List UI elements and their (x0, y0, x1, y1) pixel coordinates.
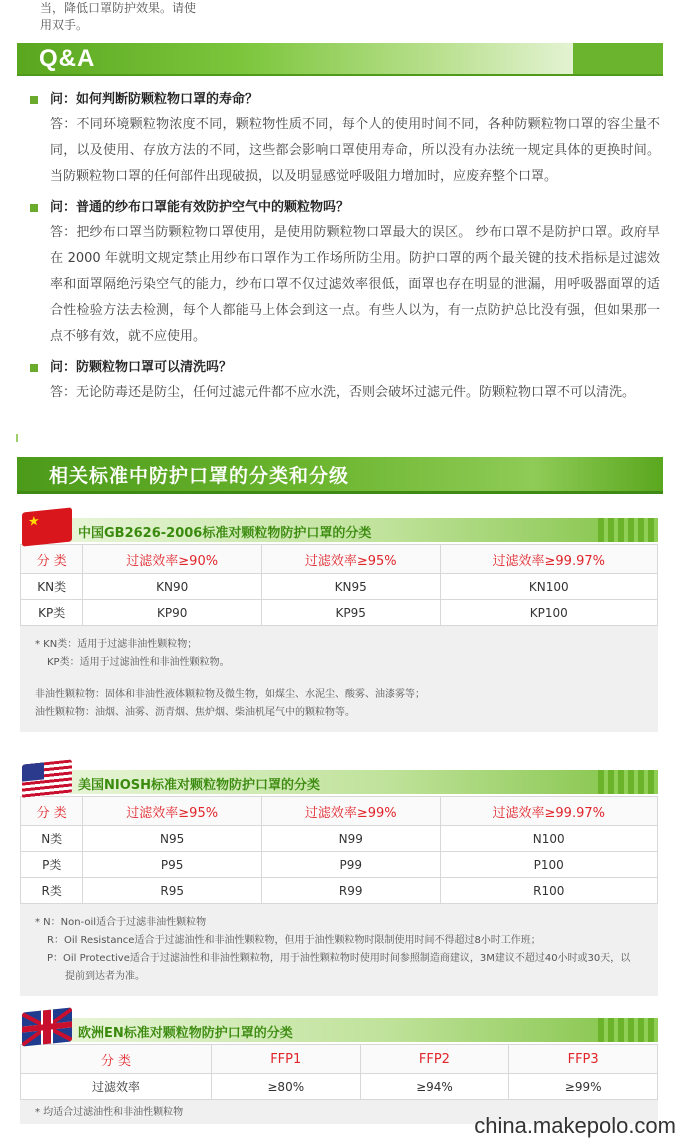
qa-banner-tail (573, 43, 663, 74)
header-cell: 过滤效率≥95% (83, 797, 262, 826)
watermark: china.makepolo.com (474, 1113, 676, 1138)
note-line: * 均适合过滤油性和非油性颗粒物 (35, 1107, 184, 1118)
europe-standard-title: 欧洲EN标准对颗粒物防护口罩的分类 (78, 1026, 293, 1041)
note-line: 提前到达者为准。 (65, 971, 145, 982)
table-cell: KP95 (261, 600, 440, 626)
table-cell: KP100 (440, 600, 658, 626)
usa-standard-block (20, 762, 658, 996)
usa-standard-notes (20, 904, 658, 996)
usa-flag-icon (22, 759, 72, 798)
china-standard-title: 中国GB2626-2006标准对颗粒物防护口罩的分类 (78, 526, 372, 541)
table-row (21, 600, 658, 626)
table-cell: ≥94% (360, 1074, 509, 1100)
title-stripe-end (598, 1018, 658, 1042)
title-stripe-end (598, 518, 658, 542)
table-row (21, 1074, 658, 1100)
table-cell: KP类 (21, 600, 83, 626)
table-header-row (21, 1045, 658, 1074)
top-text-fragment (40, 0, 240, 34)
header-cell: FFP2 (360, 1045, 509, 1074)
table-row (21, 574, 658, 600)
usa-standard-title: 美国NIOSH标准对颗粒物防护口罩的分类 (78, 778, 321, 793)
table-cell: P类 (21, 852, 83, 878)
answer: 答：把纱布口罩当防颗粒物口罩使用，是使用防颗粒物口罩最大的误区。 纱布口罩不是防护口罩。政府早在 2000 年就明文规定禁止用纱布口罩作为工作场所防尘用。防护口罩的两个最关键的技术指标是过滤效率和面罩隔绝污染空气的能力，纱布口罩不仅过滤效率很低，面罩也存在明显的泄漏，用呼吸器面罩的适合性检验方法去检测，每个人都能马上体会到这一点。有些人以为，有一点防护总比没有强，但如果那一点不够有效，就不应使用。 (50, 225, 660, 344)
standards-title: 相关标准中防护口罩的分类和分级 (49, 465, 350, 487)
europe-standard-header (20, 1010, 658, 1044)
table-cell: N99 (261, 826, 440, 852)
standards-banner (17, 457, 663, 494)
table-cell: P95 (83, 852, 262, 878)
table-cell: KN类 (21, 574, 83, 600)
question (30, 196, 660, 220)
table-header-row (21, 545, 658, 574)
fragment-line-2: 用双手。 (40, 18, 89, 32)
china-standard-table (20, 544, 658, 626)
table-cell: KN90 (83, 574, 262, 600)
table-cell: 过滤效率 (21, 1074, 212, 1100)
europe-standard-block (20, 1010, 658, 1124)
header-cell: 分 类 (21, 797, 83, 826)
header-cell: 过滤效率≥95% (261, 545, 440, 574)
table-row (21, 878, 658, 904)
question (30, 356, 660, 380)
table-cell: KP90 (83, 600, 262, 626)
header-cell: FFP1 (211, 1045, 360, 1074)
usa-standard-header (20, 762, 658, 796)
header-cell: 分 类 (21, 1045, 212, 1074)
note-line: KP类：适用于过滤油性和非油性颗粒物。 (47, 657, 230, 668)
europe-standard-table (20, 1044, 658, 1100)
answer: 答：无论防毒还是防尘，任何过滤元件都不应水洗，否则会破坏过滤元件。防颗粒物口罩不可以清洗。 (50, 385, 636, 400)
question-text: 问：防颗粒物口罩可以清洗吗？ (50, 360, 233, 375)
table-cell: P99 (261, 852, 440, 878)
table-cell: R99 (261, 878, 440, 904)
qa-item (30, 196, 660, 350)
table-row (21, 826, 658, 852)
china-standard-header (20, 510, 658, 544)
question-text: 问：如何判断防颗粒物口罩的寿命？ (50, 92, 259, 107)
qa-item (30, 88, 660, 190)
table-cell: N类 (21, 826, 83, 852)
table-row (21, 852, 658, 878)
fragment-line-1: 当，降低口罩防护效果。请使 (40, 1, 197, 15)
header-cell: 分 类 (21, 545, 83, 574)
question (30, 88, 660, 112)
header-cell: 过滤效率≥99% (261, 797, 440, 826)
table-cell: KN95 (261, 574, 440, 600)
note-line: 非油性颗粒物：固体和非油性液体颗粒物及微生物，如煤尘、水泥尘、酸雾、油漆雾等； (35, 689, 425, 700)
square-bullet-icon (30, 204, 38, 212)
title-stripe-end (598, 770, 658, 794)
china-flag-icon: ★ (22, 507, 72, 546)
header-cell: FFP3 (509, 1045, 658, 1074)
square-bullet-icon (30, 96, 38, 104)
usa-standard-table (20, 796, 658, 904)
divider-tick (16, 434, 18, 442)
header-cell: 过滤效率≥99.97% (440, 797, 658, 826)
table-cell: R95 (83, 878, 262, 904)
note-line: P：Oil Protective适合于过滤油性和非油性颗粒物，用于油性颗粒物时使用时间参照制造商建议，3M建议不超过40小时或30天，以 (47, 953, 631, 964)
note-line: R：Oil Resistance适合于过滤油性和非油性颗粒物，但用于油性颗粒物时限制使用时间不得超过8小时工作班； (47, 935, 541, 946)
table-cell: R100 (440, 878, 658, 904)
china-standard-notes (20, 626, 658, 732)
table-cell: KN100 (440, 574, 658, 600)
table-header-row (21, 797, 658, 826)
qa-banner (17, 43, 663, 76)
table-cell: R类 (21, 878, 83, 904)
china-standard-block (20, 510, 658, 732)
table-cell: ≥80% (211, 1074, 360, 1100)
note-line: 油性颗粒物：油烟、油雾、沥青烟、焦炉烟、柴油机尾气中的颗粒物等。 (35, 707, 355, 718)
qa-title: Q&A (39, 45, 96, 72)
table-cell: P100 (440, 852, 658, 878)
table-cell: N95 (83, 826, 262, 852)
header-cell: 过滤效率≥90% (83, 545, 262, 574)
header-cell: 过滤效率≥99.97% (440, 545, 658, 574)
qa-item (30, 356, 660, 406)
answer: 答：不同环境颗粒物浓度不同，颗粒物性质不同，每个人的使用时间不同，各种防颗粒物口罩的容尘量不同，以及使用、存放方法的不同，这些都会影响口罩使用寿命，所以没有办法统一规定具体的更换时间。当防颗粒物口罩的任何部件出现破损，以及明显感觉呼吸阻力增加时，应废弃整个口罩。 (50, 117, 660, 184)
qa-list (30, 88, 660, 412)
table-cell: ≥99% (509, 1074, 658, 1100)
square-bullet-icon (30, 364, 38, 372)
question-text: 问：普通的纱布口罩能有效防护空气中的颗粒物吗？ (50, 200, 350, 215)
uk-flag-icon (22, 1007, 72, 1046)
note-line: * N：Non-oil适合于过滤非油性颗粒物 (35, 917, 207, 928)
table-cell: N100 (440, 826, 658, 852)
note-line: * KN类：适用于过滤非油性颗粒物； (35, 639, 198, 650)
